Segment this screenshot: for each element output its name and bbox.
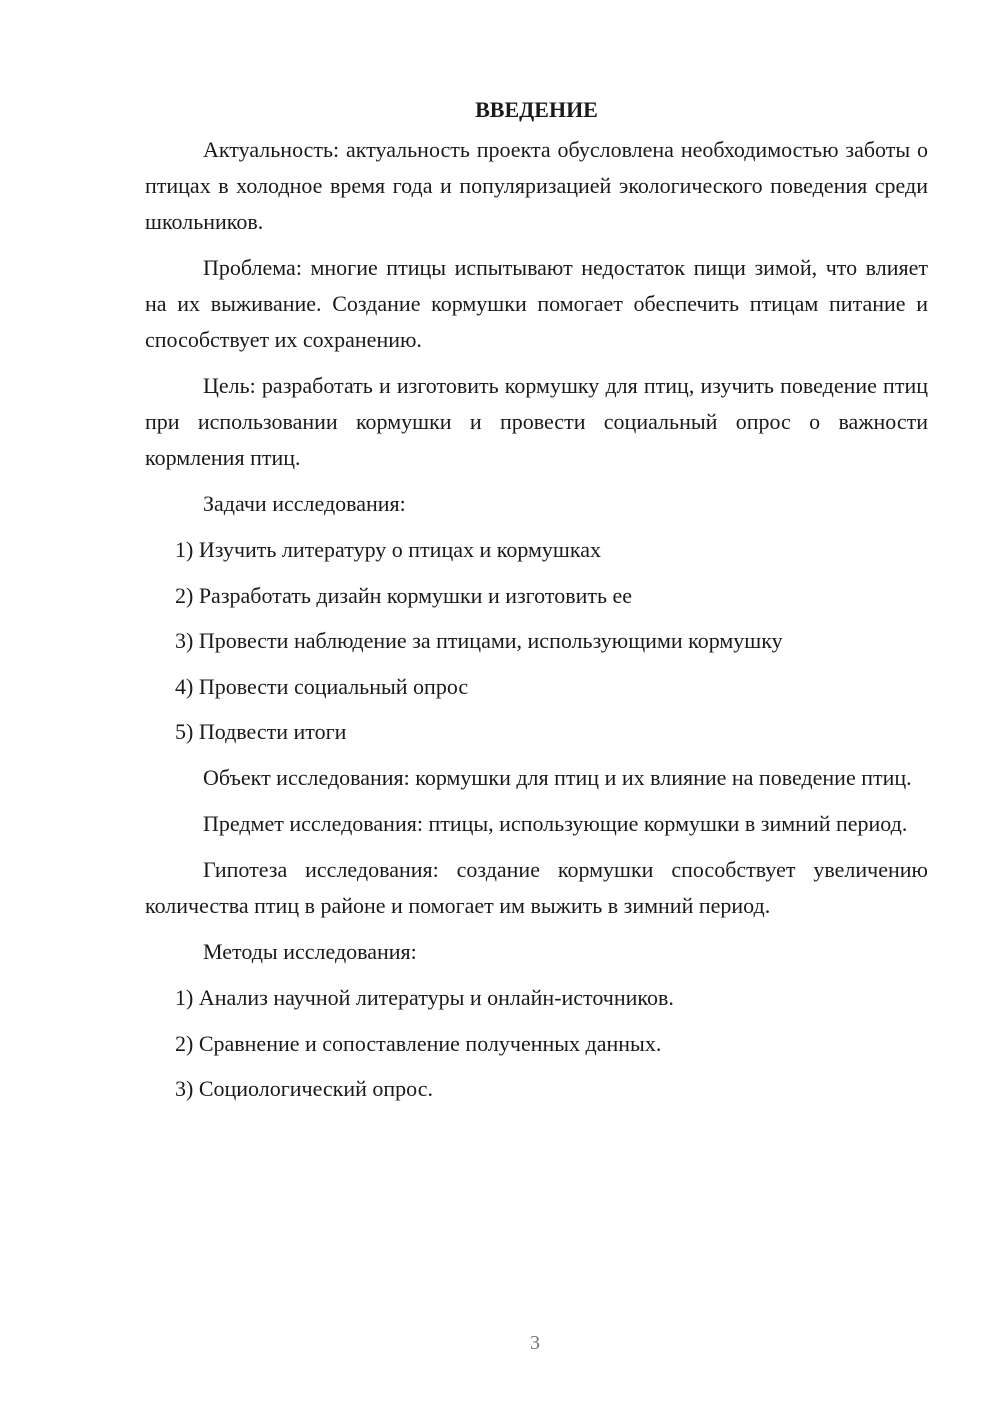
task-item: 2) Разработать дизайн кормушки и изготовить ее: [175, 582, 633, 608]
tasks-list: [145, 532, 928, 750]
task-item: 4) Провести социальный опрос: [175, 673, 469, 699]
method-item: 2) Сравнение и сопоставление полученных данных.: [175, 1030, 662, 1056]
task-item: 1) Изучить литературу о птицах и кормушках: [175, 537, 601, 562]
page-number: 3: [530, 1332, 540, 1354]
task-item: 5) Подвести итоги: [175, 719, 347, 744]
tasks-heading: Задачи исследования:: [203, 491, 406, 516]
relevance-paragraph: Актуальность: актуальность проекта обусловлена необходимостью заботы о птицах в холодное время года и популяризацией экологического поведения среди школьников.: [145, 137, 928, 234]
goal-paragraph: Цель: разработать и изготовить кормушку для птиц, изучить поведение птиц при использовании кормушки и провести социальный опрос о важности кормления птиц.: [145, 373, 928, 470]
page-title: ВВЕДЕНИЕ: [475, 97, 598, 122]
methods-heading: Методы исследования:: [203, 939, 417, 964]
document-page: [145, 92, 928, 1117]
method-item: 3) Социологический опрос.: [175, 1076, 433, 1101]
task-item: 3) Провести наблюдение за птицами, использующими кормушку: [175, 628, 783, 653]
subject-paragraph: Предмет исследования: птицы, использующие кормушки в зимний период.: [203, 811, 908, 836]
object-paragraph: Объект исследования: кормушки для птиц и их влияние на поведение птиц.: [203, 765, 912, 790]
methods-list: [145, 980, 928, 1107]
problem-paragraph: Проблема: многие птицы испытывают недостаток пищи зимой, что влияет на их выживание. Создание кормушки помогает обеспечить птицам питание и способствует их сохранению.: [145, 255, 928, 352]
hypothesis-paragraph: Гипотеза исследования: создание кормушки способствует увеличению количества птиц в районе и помогает им выжить в зимний период.: [145, 857, 928, 918]
method-item: 1) Анализ научной литературы и онлайн-источников.: [175, 985, 674, 1010]
